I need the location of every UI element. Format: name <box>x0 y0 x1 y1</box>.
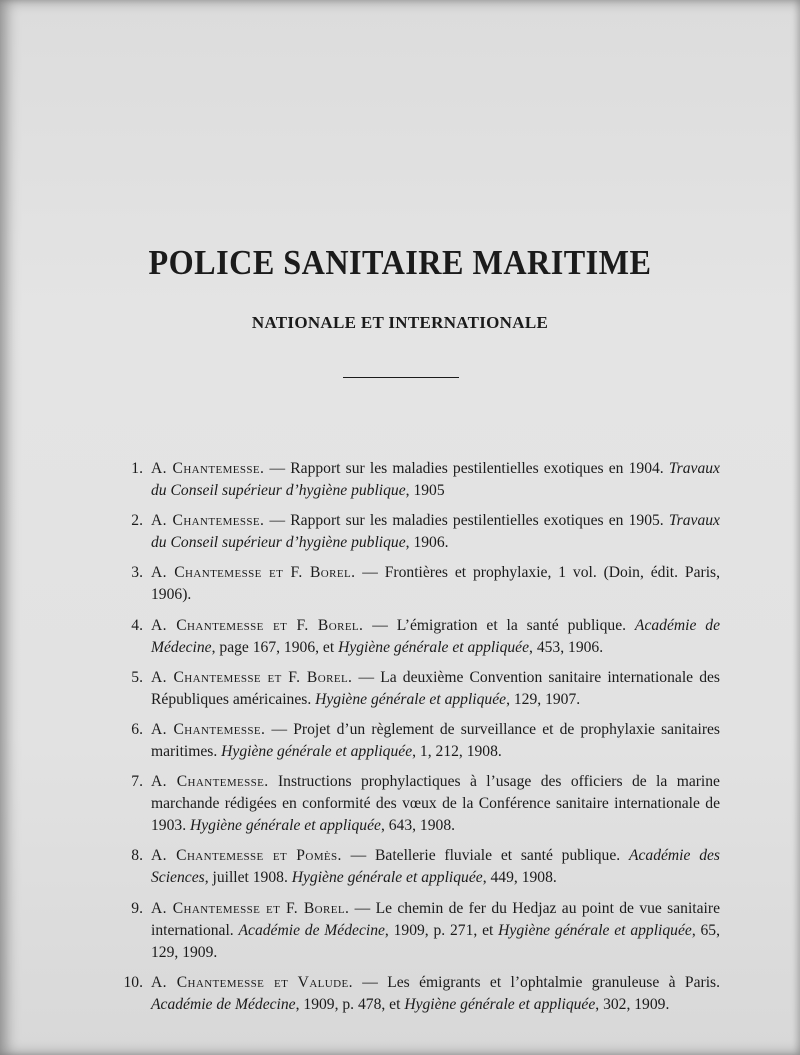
reference-number: 2. <box>131 512 143 530</box>
reference-item <box>92 615 720 659</box>
reference-number: 9. <box>131 899 143 917</box>
reference-authors: A. Chantemesse. <box>151 773 269 791</box>
reference-authors: A. Chantemesse et F. Borel. <box>151 616 364 634</box>
reference-number: 5. <box>131 668 143 686</box>
reference-text <box>151 845 720 889</box>
reference-number: 4. <box>131 616 143 634</box>
reference-authors: A. Chantemesse. <box>151 720 266 738</box>
reference-number: 6. <box>131 720 143 738</box>
reference-source: Hygiène générale et appliquée <box>338 638 530 656</box>
reference-segment: — L’émigration et la santé publique. <box>372 616 635 634</box>
reference-segment: , 302, 1909. <box>595 995 670 1013</box>
reference-source: Hygiène générale et appliquée <box>315 690 507 708</box>
reference-source: Hygiène générale et appliquée <box>498 921 692 939</box>
reference-segment: , 449, 1908. <box>482 869 557 887</box>
reference-authors: A. Chantemesse et Valude. <box>151 973 353 991</box>
reference-segment: — Rapport sur les maladies pestilentielles exotiques en 1905. <box>269 512 669 530</box>
reference-segment: , 65, 129, 1909. <box>151 921 721 961</box>
reference-segment: , page 167, 1906, et <box>211 638 339 656</box>
reference-source: Hygiène générale et appliquée <box>291 869 483 887</box>
reference-item <box>92 719 720 763</box>
reference-item <box>92 845 720 889</box>
reference-source: Académie de Médecine <box>151 616 720 656</box>
title-divider <box>343 377 459 378</box>
reference-text <box>151 898 720 964</box>
reference-authors: A. Chantemesse et F. Borel. <box>151 668 353 686</box>
reference-segment: , 1905 <box>405 482 445 499</box>
reference-item <box>92 510 720 554</box>
reference-item <box>92 458 720 502</box>
reference-authors: A. Chantemesse et Pomès. <box>151 847 342 865</box>
reference-item <box>92 898 720 964</box>
reference-item <box>92 667 720 711</box>
reference-segment: — Le chemin de fer du Hedjaz au point de vue sanitaire international. <box>151 899 720 939</box>
reference-segment: — Les émigrants et l’ophtalmie granuleuse à Paris. <box>362 973 720 991</box>
reference-text <box>151 615 720 659</box>
reference-number: 7. <box>131 773 143 791</box>
reference-text <box>151 458 720 502</box>
reference-segment: Instructions prophylactiques à l’usage des officiers de la marine marchande rédigées en conformité des vœux de la Conférence sanitaire internationale de 1903. <box>151 773 720 835</box>
reference-number: 1. <box>131 460 143 477</box>
reference-segment: , 1906. <box>405 534 449 552</box>
reference-source: Académie de Médecine <box>238 921 385 939</box>
reference-segment: — La deuxième Convention sanitaire internationale des Républiques américaines. <box>151 668 720 708</box>
reference-source: Hygiène générale et appliquée <box>404 995 596 1013</box>
reference-text <box>151 667 720 711</box>
reference-text <box>151 562 720 606</box>
reference-text <box>151 719 720 763</box>
reference-number: 8. <box>131 847 143 865</box>
reference-segment: , 1909, p. 271, et <box>384 921 499 939</box>
reference-authors: A. Chantemesse et F. Borel. <box>151 564 356 582</box>
reference-authors: A. Chantemesse. <box>151 460 265 477</box>
reference-text <box>151 972 720 1016</box>
reference-number: 3. <box>131 564 143 582</box>
page-subtitle: NATIONALE ET INTERNATIONALE <box>251 313 549 332</box>
reference-segment: — Batellerie fluviale et santé publique. <box>350 847 629 865</box>
reference-segment: , juillet 1908. <box>204 869 292 887</box>
reference-segment: , 1909, p. 478, et <box>295 995 405 1013</box>
reference-list <box>92 458 720 1024</box>
reference-text <box>151 510 720 554</box>
reference-segment: — Rapport sur les maladies pestilentielles exotiques en 1904. <box>269 460 669 477</box>
reference-authors: A. Chantemesse et F. Borel. <box>151 899 350 917</box>
reference-text <box>151 771 720 837</box>
reference-segment: , 129, 1907. <box>506 690 581 708</box>
reference-source: Hygiène générale et appliquée <box>189 817 381 835</box>
reference-source: Travaux du Conseil supérieur d’hygiène publique <box>151 512 720 552</box>
reference-segment: , 1, 212, 1908. <box>412 742 502 760</box>
reference-segment: , 453, 1906. <box>529 638 604 656</box>
reference-source: Académie des Sciences <box>151 847 721 887</box>
reference-segment: — Frontières et prophylaxie, 1 vol. (Doin, édit. Paris, 1906). <box>151 564 720 604</box>
reference-item <box>92 562 720 606</box>
reference-source: Travaux du Conseil supérieur d’hygiène publique <box>151 460 720 499</box>
reference-authors: A. Chantemesse. <box>151 512 265 530</box>
reference-segment: — Projet d’un règlement de surveillance et de prophylaxie sanitaires maritimes. <box>151 720 720 760</box>
reference-source: Académie de Médecine <box>151 995 296 1013</box>
reference-item <box>92 771 720 837</box>
page-title: POLICE SANITAIRE MARITIME <box>148 243 652 282</box>
reference-source: Hygiène générale et appliquée <box>221 742 413 760</box>
reference-number: 10. <box>123 973 143 991</box>
reference-item <box>92 972 720 1016</box>
reference-segment: , 643, 1908. <box>380 817 456 835</box>
